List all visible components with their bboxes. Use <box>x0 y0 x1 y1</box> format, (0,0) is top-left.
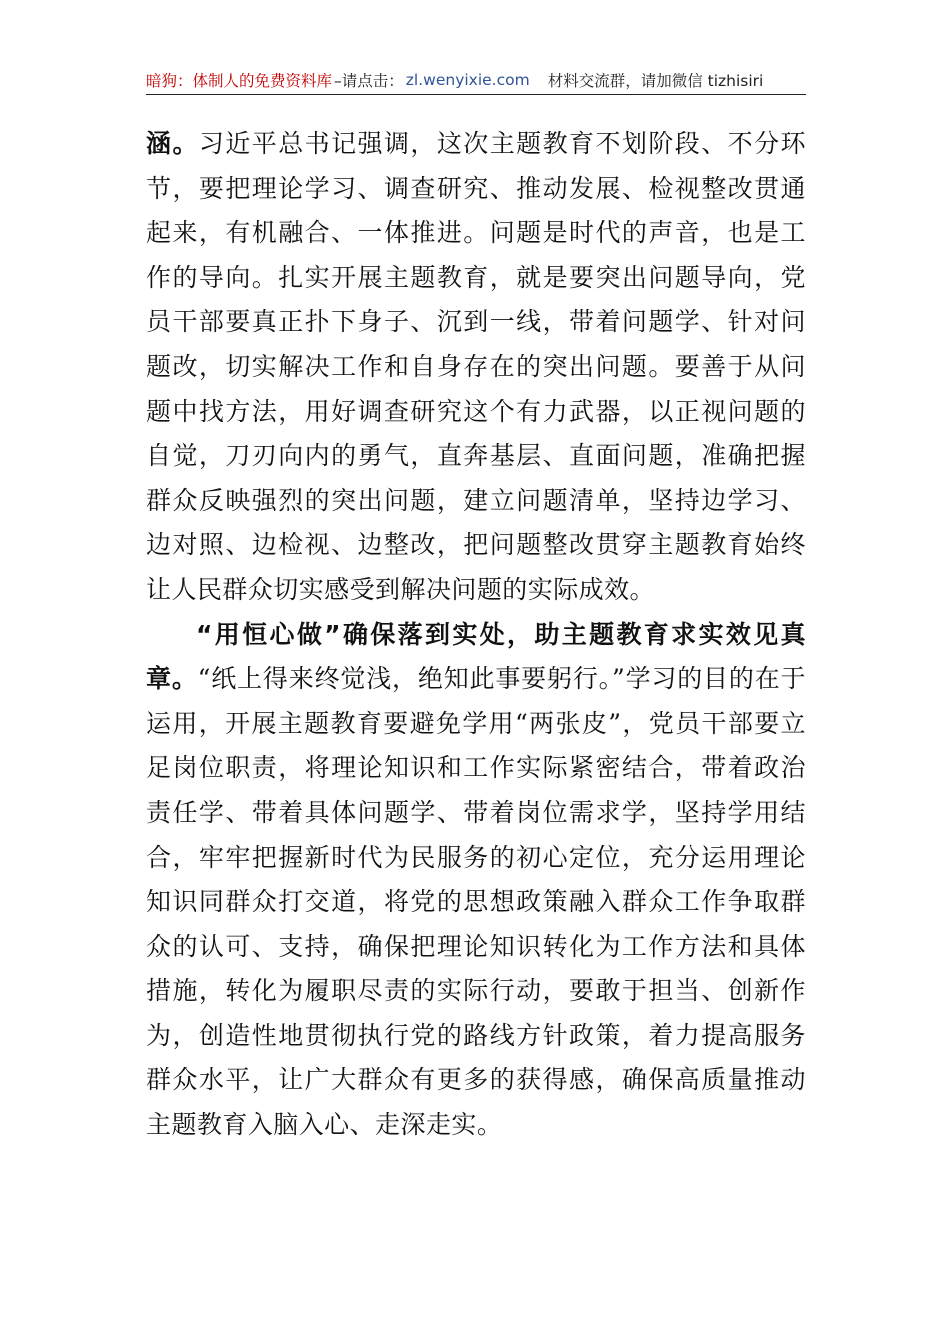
header-url-link[interactable]: zl.wenyixie.com <box>405 71 530 89</box>
document-body <box>146 122 806 1148</box>
paragraph-1-lead: 涵。 <box>146 129 199 158</box>
header-group-text: 材料交流群，请加微信 tizhisiri <box>547 72 764 90</box>
header-prompt-text: –请点击： <box>334 72 404 90</box>
page-header <box>146 66 806 95</box>
paragraph-1-text: 习近平总书记强调，这次主题教育不划阶段、不分环节，要把理论学习、调查研究、推动发展、检视整改贯通起来，有机融合、一体推进。问题是时代的声音，也是工作的导向。扎实开展主题教育，就是要突出问题导向，党员干部要真正扑下身子、沉到一线，带着问题学、针对问题改，切实解决工作和自身存在的突出问题。要善于从问题中找方法，用好调查研究这个有力武器，以正视问题的自觉，刀刃向内的勇气，直奔基层、直面问题，准确把握群众反映强烈的突出问题，建立问题清单，坚持边学习、边对照、边检视、边整改，把问题整改贯穿主题教育始终让人民群众切实感受到解决问题的实际成效。 <box>146 129 806 604</box>
header-brand-text: 暗狗：体制人的免费资料库 <box>146 72 333 90</box>
paragraph-1 <box>146 122 806 613</box>
paragraph-2-lead: “用恒心做”确保落到实处，助主题教育求实效见真章。 <box>146 619 806 694</box>
paragraph-2-text: “纸上得来终觉浅，绝知此事要躬行。”学习的目的在于运用，开展主题教育要避免学用“两张皮”，党员干部要立足岗位职责，将理论知识和工作实际紧密结合，带着政治责任学、带着具体问题学、带着岗位需求学，坚持学用结合，牢牢把握新时代为民服务的初心定位，充分运用理论知识同群众打交道，将党的思想政策融入群众工作争取群众的认可、支持，确保把理论知识转化为工作方法和具体措施，转化为履职尽责的实际行动，要敢于担当、创新作为，创造性地贯彻执行党的路线方针政策，着力提高服务群众水平，让广大群众有更多的获得感，确保高质量推动主题教育入脑入心、走深走实。 <box>146 664 806 1140</box>
paragraph-2 <box>146 613 806 1148</box>
